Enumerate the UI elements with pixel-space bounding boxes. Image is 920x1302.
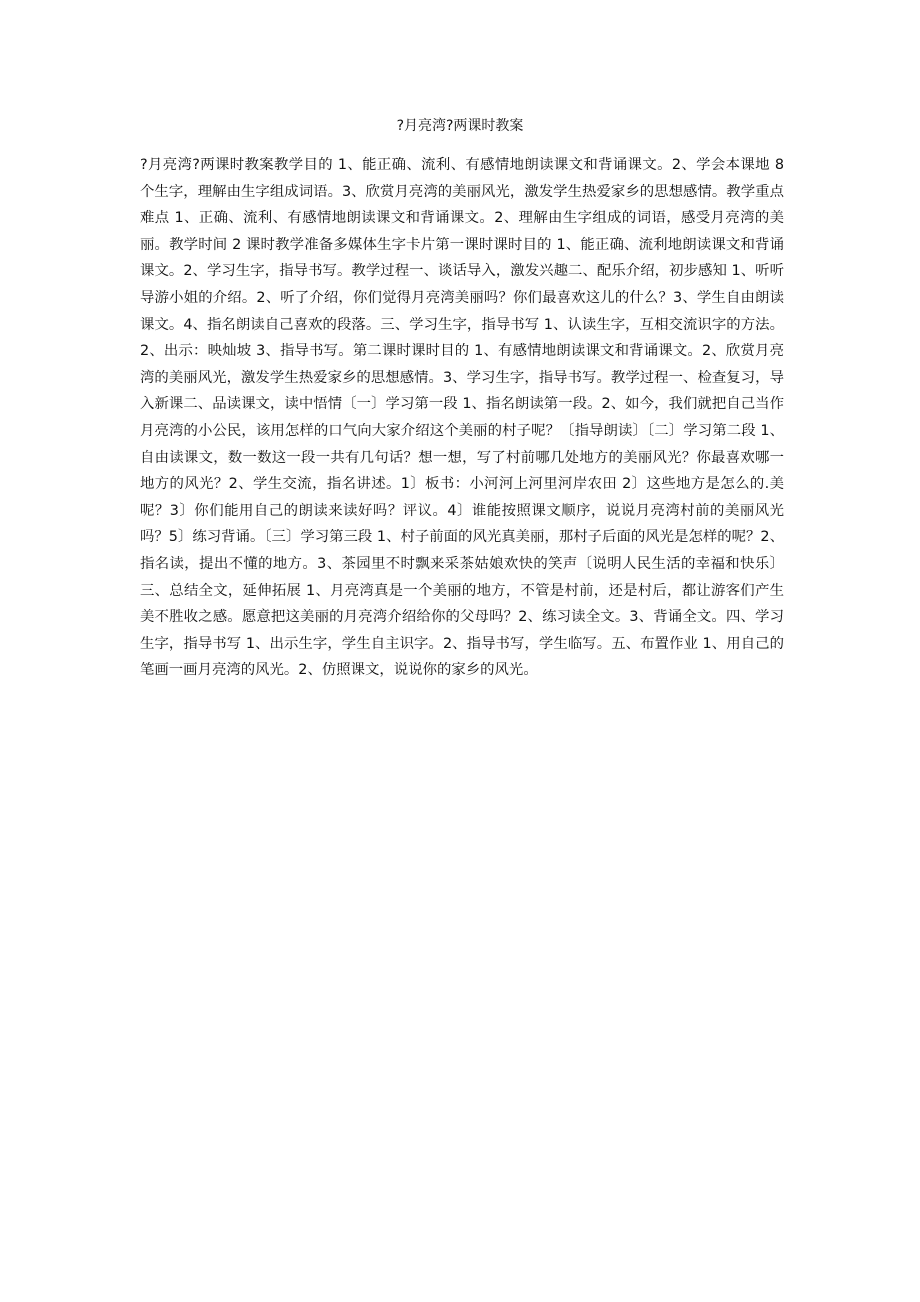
document-title: ?月亮湾?两课时教案: [396, 118, 524, 134]
document-body-paragraph: ?月亮湾?两课时教案教学目的 1、能正确、流利、有感情地朗读课文和背诵课文。2、学会本课地 8 个生字，理解由生字组成词语。3、欣赏月亮湾的美丽风光，激发学生热爱家乡的思想感情。教学重点难点 1、正确、流利、有感情地朗读课文和背诵课文。2、理解由生字组成的词语，感受月亮湾的美丽。教学时间 2 课时教学准备多媒体生字卡片第一课时课时目的 1、能正确、流利地朗读课文和背诵课文。2、学习生字，指导书写。教学过程一、谈话导入，激发兴趣二、配乐介绍，初步感知 1、听听导游小姐的介绍。2、听了介绍，你们觉得月亮湾美丽吗？你们最喜欢这儿的什么？3、学生自由朗读课文。4、指名朗读自己喜欢的段落。三、学习生字，指导书写 1、认读生字，互相交流识字的方法。2、出示：映灿坡 3、指导书写。第二课时课时目的 1、有感情地朗读课文和背诵课文。2、欣赏月亮湾的美丽风光，激发学生热爱家乡的思想感情。3、学习生字，指导书写。教学过程一、检查复习，导入新课二、品读课文，读中悟情〔一〕学习第一段 1、指名朗读第一段。2、如今，我们就把自己当作月亮湾的小公民，该用怎样的口气向大家介绍这个美丽的村子呢？〔指导朗读〕〔二〕学习第二段 1、自由读课文，数一数这一段一共有几句话？想一想，写了村前哪几处地方的美丽风光？你最喜欢哪一地方的风光？2、学生交流，指名讲述。1〕板书：小河河上河里河岸农田 2〕这些地方是怎么的.美呢？3〕你们能用自己的朗读来读好吗？评议。4〕谁能按照课文顺序，说说月亮湾村前的美丽风光吗？5〕练习背诵。〔三〕学习第三段 1、村子前面的风光真美丽，那村子后面的风光是怎样的呢？2、指名读，提出不懂的地方。3、茶园里不时飘来采茶姑娘欢快的笑声〔说明人民生活的幸福和快乐〕三、总结全文，延伸拓展 1、月亮湾真是一个美丽的地方，不管是村前，还是村后，都让游客们产生美不胜收之感。愿意把这美丽的月亮湾介绍给你的父母吗？2、练习读全文。3、背诵全文。四、学习生字，指导书写 1、出示生字，学生自主识字。2、指导书写，学生临写。五、布置作业 1、用自己的笔画一画月亮湾的风光。2、仿照课文，说说你的家乡的风光。: [140, 157, 784, 679]
